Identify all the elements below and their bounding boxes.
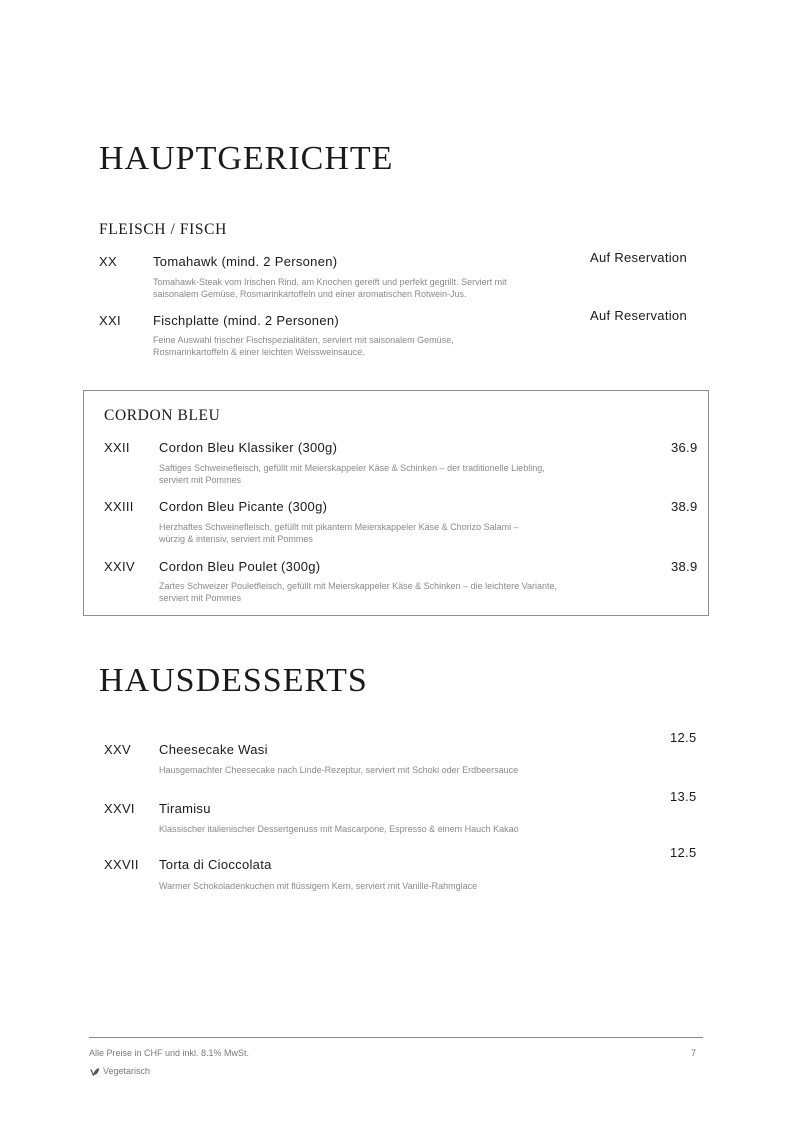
desserts-title: HAUSDESSERTS [99,662,368,699]
item-number: XX [99,254,117,269]
item-description: Rosmarinkartoffeln & einer leichten Weissweinsauce. [153,347,365,357]
item-price: 36.9 [671,440,698,455]
item-description: Saftiges Schweinefleisch, gefüllt mit Meierskappeler Käse & Schinken – der traditionelle Liebling, [159,463,545,473]
item-description: Tomahawk-Steak vom Irischen Rind, am Knochen gereift und perfekt gegrillt. Serviert mit [153,277,507,287]
section-heading-fleisch-fisch: FLEISCH / FISCH [99,221,227,238]
item-description: serviert mit Pommes [159,475,242,485]
item-description: Hausgemachter Cheesecake nach Linde-Rezeptur, serviert mit Schoki oder Erdbeersauce [159,765,519,775]
item-name: Cheesecake Wasi [159,742,268,757]
item-number: XXVI [104,801,135,816]
footer-divider [89,1037,703,1038]
item-description: saisonalem Gemüse, Rosmarinkartoffeln und einer aromatischen Rotwein-Jus. [153,289,467,299]
item-name: Cordon Bleu Klassiker (300g) [159,440,338,455]
vegetarian-label: Vegetarisch [103,1066,151,1076]
item-price: 13.5 [670,789,697,804]
item-price: 38.9 [671,499,698,514]
item-number: XXI [99,313,121,328]
item-description: Herzhaftes Schweinefleisch, gefüllt mit pikantem Meierskappeler Käse & Chorizo Salami – [159,522,519,532]
item-name: Cordon Bleu Picante (300g) [159,499,328,514]
item-description: Warmer Schokoladenkuchen mit flüssigem Kern, serviert mit Vanille-Rahmglace [159,881,478,891]
item-description: Zartes Schweizer Pouletfleisch, gefüllt mit Meierskappeler Käse & Schinken – die leichtere Variante, [159,581,558,591]
page-number: 7 [691,1048,697,1058]
item-number: XXVII [104,857,139,872]
page-title: HAUPTGERICHTE [99,140,394,177]
item-name: Torta di Cioccolata [159,857,272,872]
item-name: Tiramisu [159,801,211,816]
item-number: XXIII [104,499,134,514]
item-description: Feine Auswahl frischer Fischspezialitäten, serviert mit saisonalem Gemüse, [153,335,454,345]
item-name: Fischplatte (mind. 2 Personen) [153,313,340,328]
item-number: XXV [104,742,131,757]
item-description: Klassischer italienischer Dessertgenuss mit Mascarpone, Espresso & einem Hauch Kakao [159,824,519,834]
item-number: XXIV [104,559,135,574]
item-description: würzig & intensiv, serviert mit Pommes [159,534,313,544]
item-price: Auf Reservation [590,308,687,323]
item-price: 12.5 [670,845,697,860]
item-number: XXII [104,440,130,455]
item-price: 38.9 [671,559,698,574]
section-heading-cordon-bleu: CORDON BLEU [104,407,221,424]
item-description: serviert mit Pommes [159,593,242,603]
price-note: Alle Preise in CHF und inkl. 8.1% MwSt. [89,1048,250,1058]
item-price: 12.5 [670,730,697,745]
item-name: Tomahawk (mind. 2 Personen) [153,254,338,269]
item-price: Auf Reservation [590,250,687,265]
item-name: Cordon Bleu Poulet (300g) [159,559,321,574]
leaf-icon [89,1065,100,1076]
